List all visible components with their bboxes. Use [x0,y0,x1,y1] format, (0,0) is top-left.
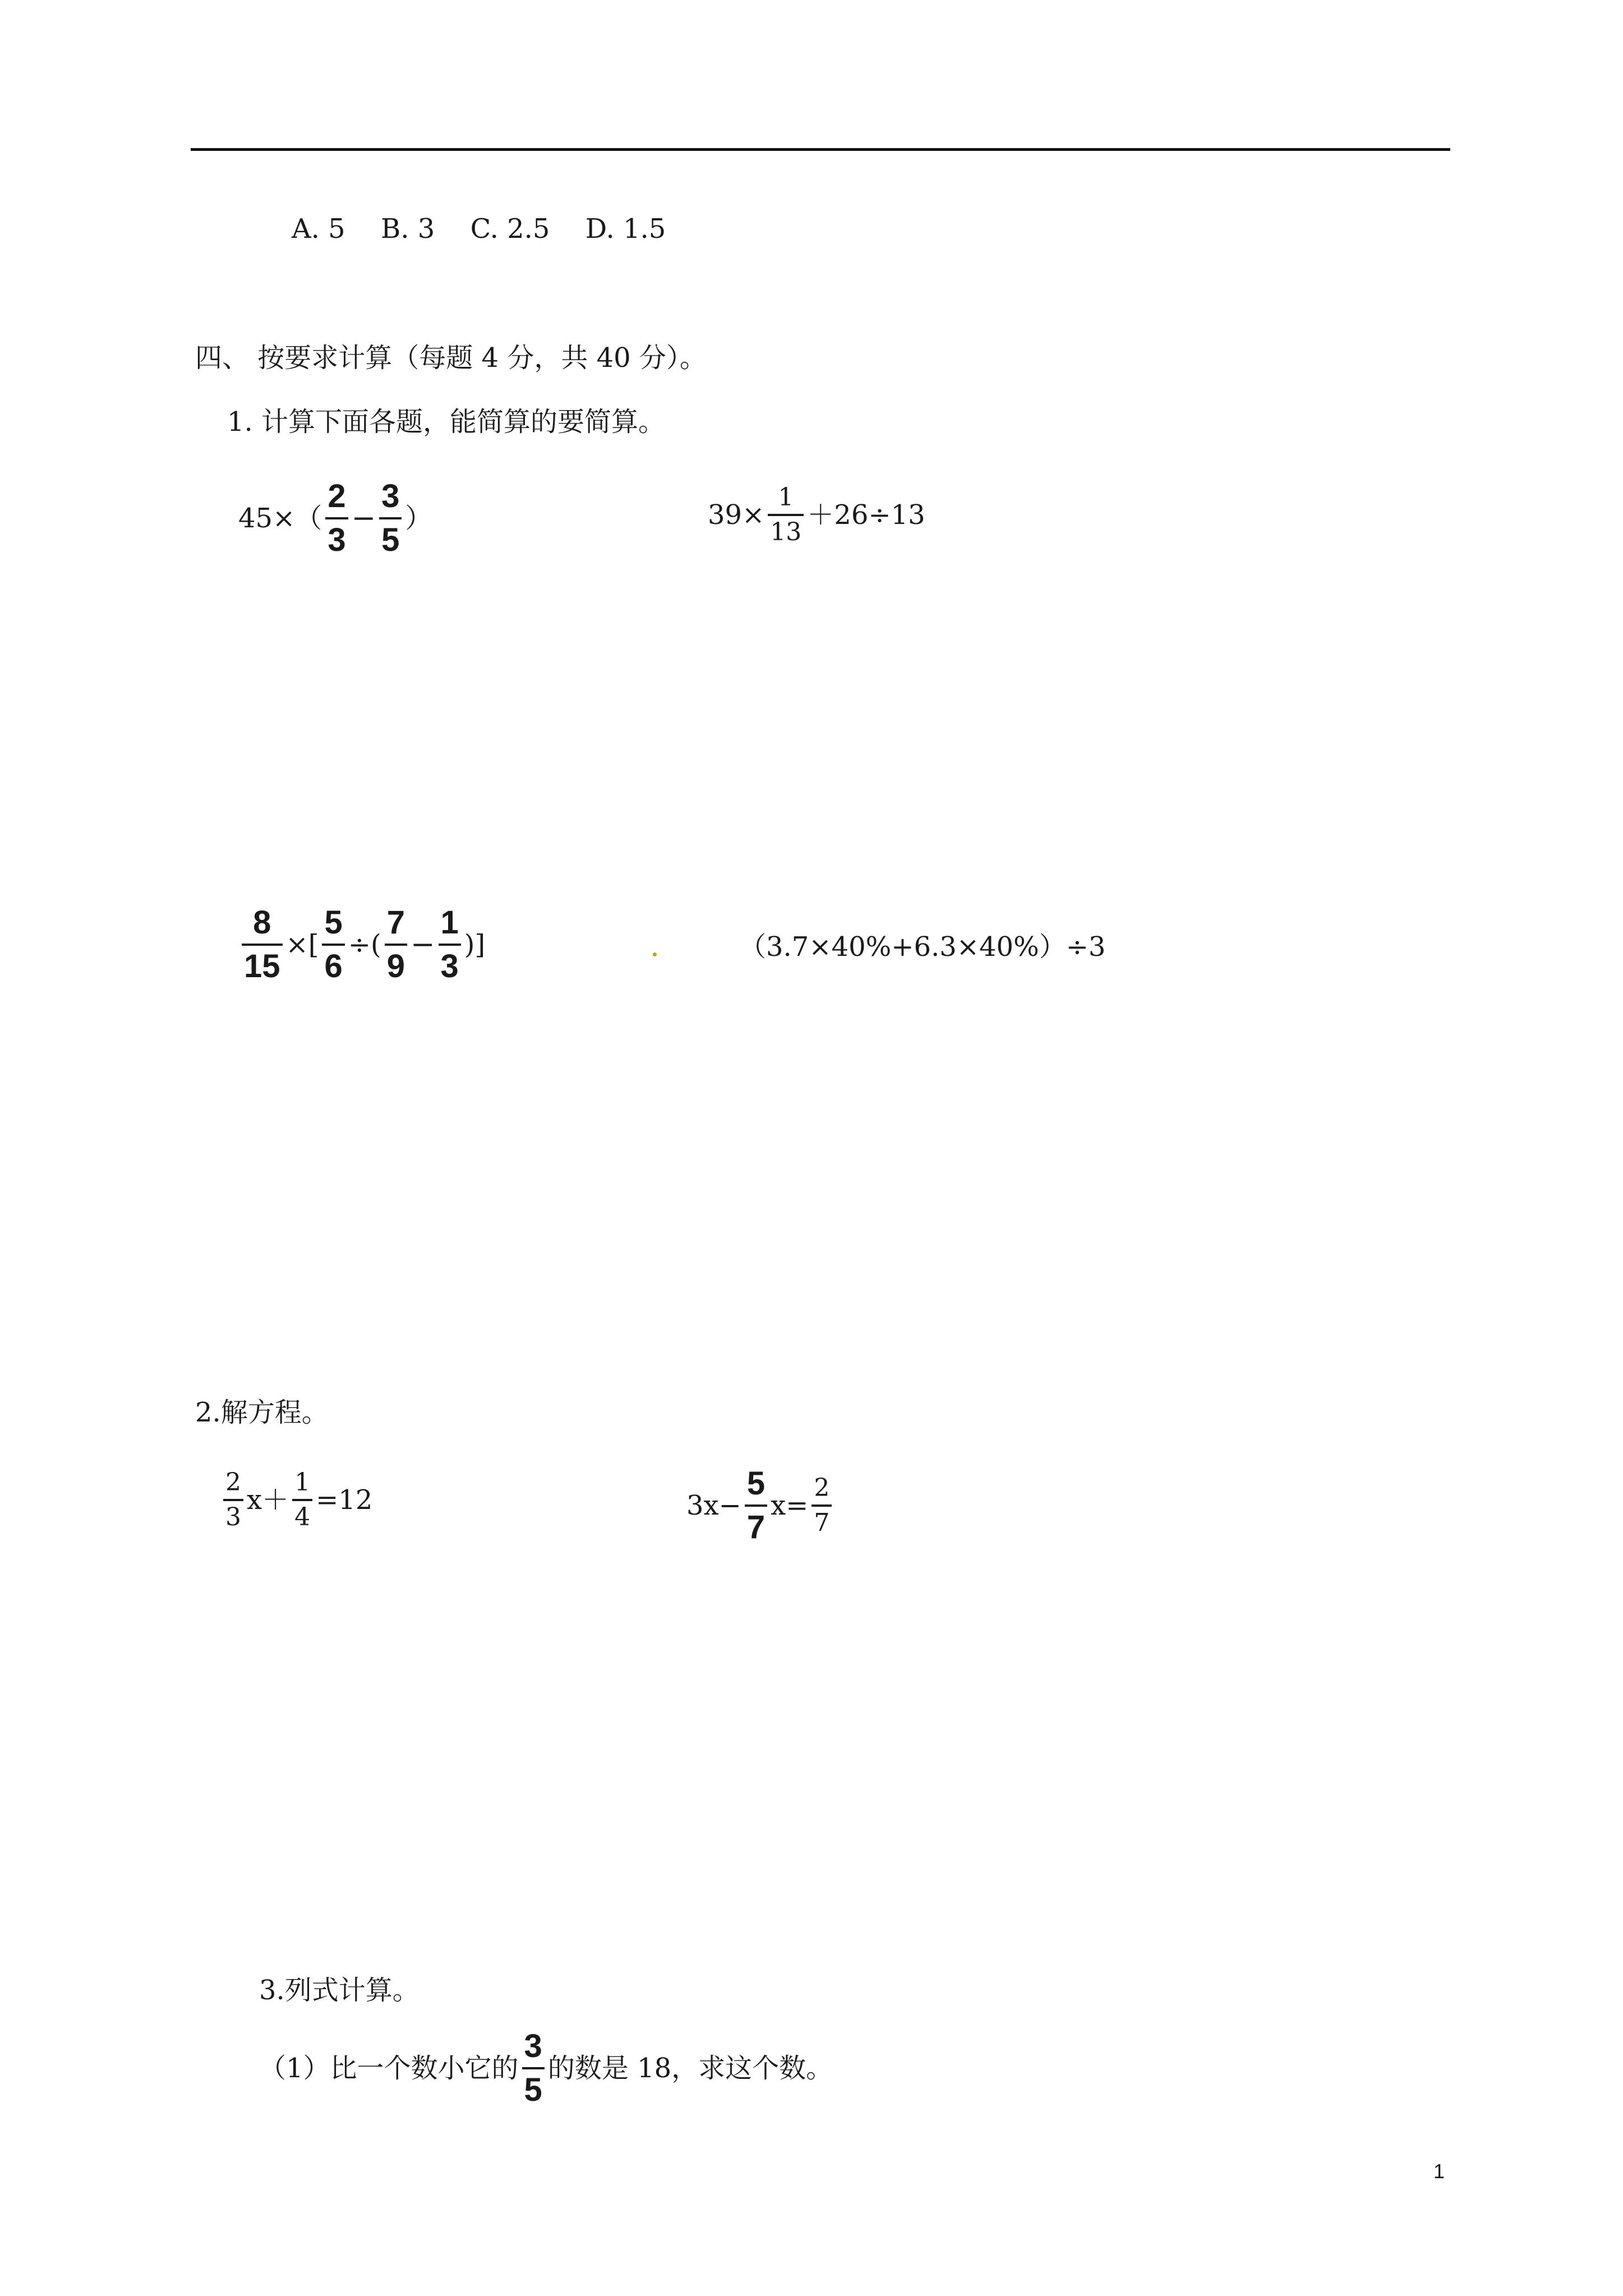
fraction: $\frac{3}{5}$ [522,2028,545,2109]
expr-text: ＋26÷13 [807,499,925,531]
fraction: $\frac{1}{3}$ [439,904,461,985]
section-title: 四、 按要求计算（每题 4 分，共 40 分）。 [195,342,707,374]
fraction: $\frac{7}{9}$ [385,904,407,985]
fraction: $\frac{2}{3}$ [325,478,348,559]
fraction: $\frac{5}{6}$ [322,904,344,985]
equation-1 [220,1469,372,1531]
question-3-part-1 [259,2028,833,2109]
header-rule [191,148,1450,151]
expr-text: ×[ [285,929,319,960]
expr-text: （1）比一个数小它的 [259,2053,519,2084]
fraction: $\frac{8}{15}$ [242,904,283,985]
expr-text: ÷( [348,929,381,960]
fraction: $\frac{5}{7}$ [745,1465,767,1546]
fraction: $\frac{2}{3}$ [223,1469,243,1531]
expr-text: 39× [708,499,765,531]
expression-2 [708,484,925,546]
question-1-title: 1. 计算下面各题，能简算的要简算。 [227,406,666,438]
question-3-title: 3.列式计算。 [259,1975,419,2006]
stray-dot [653,953,657,956]
expr-text: 3x− [686,1490,741,1521]
fraction: $\frac{2}{7}$ [811,1474,832,1537]
expression-1 [238,478,432,559]
expression-3 [238,904,485,985]
expr-text: 45×（ [238,503,322,534]
expr-text: ） [405,503,432,534]
expression-4: （3.7×40%+6.3×40%）÷3 [739,931,1106,963]
fraction: $\frac{3}{5}$ [379,478,402,559]
fraction: $\frac{1}{13}$ [768,484,804,546]
page-number: 1 [1433,2160,1445,2183]
expr-text: x＋ [247,1484,289,1516]
minus-sign: − [410,928,435,961]
equation-2 [686,1465,835,1546]
expr-text: =12 [316,1484,373,1516]
question-2-title: 2.解方程。 [195,1397,329,1428]
expr-text: 的数是 18，求这个数。 [547,2053,833,2084]
expr-text: x= [771,1490,809,1521]
choice-options: A. 5 B. 3 C. 2.5 D. 1.5 [292,213,666,245]
fraction: $\frac{1}{4}$ [292,1469,312,1531]
expr-text: )] [464,929,486,960]
minus-sign: − [351,501,376,535]
